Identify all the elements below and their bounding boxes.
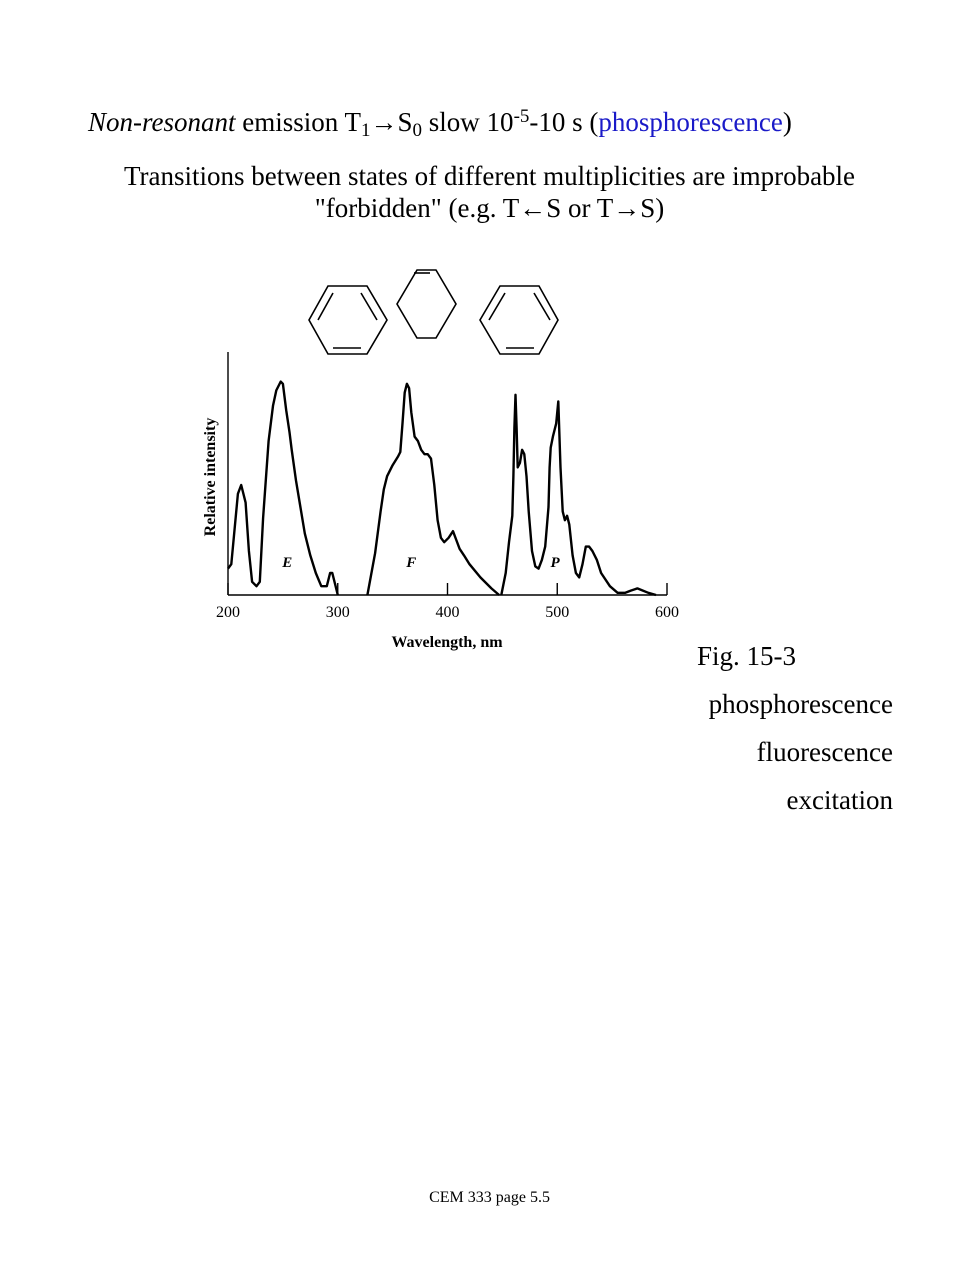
x-tick-label: 600: [655, 604, 679, 621]
range-text: -10 s (: [529, 107, 599, 137]
emission-heading: [88, 106, 792, 141]
x-tick-label: 200: [216, 604, 240, 621]
x-axis-title: Wavelength, nm: [391, 634, 503, 651]
multiplicity-statement: [0, 160, 979, 224]
series-label-P: P: [550, 555, 560, 571]
series-P-line: [501, 395, 656, 595]
slow-text: slow 10: [422, 107, 514, 137]
series-label-E: E: [282, 555, 293, 571]
series-labels: [281, 555, 560, 571]
close-paren: ): [782, 107, 792, 137]
emission-text: emission T: [235, 107, 362, 137]
spectrum-figure: [190, 255, 700, 665]
transition-arrow: →S: [370, 107, 413, 137]
x-tick-label: 300: [325, 604, 350, 621]
statement-line-2: "forbidden" (e.g. T←S or T→S): [314, 193, 665, 223]
phosphorescence-term: phosphorescence: [598, 107, 783, 137]
caption-excitation: excitation: [786, 785, 893, 815]
exponent: -5: [513, 106, 530, 127]
emission-type: Non-resonant: [88, 107, 236, 137]
x-tick-label: 500: [545, 604, 570, 621]
phenanthrene-structure-icon: [309, 270, 558, 354]
figure-caption: Fig. 15-3: [697, 641, 797, 671]
subscript-0: 0: [412, 120, 423, 141]
subscript-1: 1: [361, 120, 371, 141]
statement-line-1: Transitions between states of different multiplicities are improbable: [123, 161, 856, 191]
x-tick-label: 400: [435, 604, 460, 621]
series-label-F: F: [406, 555, 417, 571]
y-axis-title: Relative intensity: [202, 417, 219, 537]
caption-fluorescence: fluorescence: [756, 737, 893, 767]
page-footer: CEM 333 page 5.5: [429, 1189, 550, 1206]
caption-phosphorescence: phosphorescence: [708, 689, 893, 719]
series-F-line: [367, 384, 499, 595]
x-ticks: [216, 583, 679, 621]
